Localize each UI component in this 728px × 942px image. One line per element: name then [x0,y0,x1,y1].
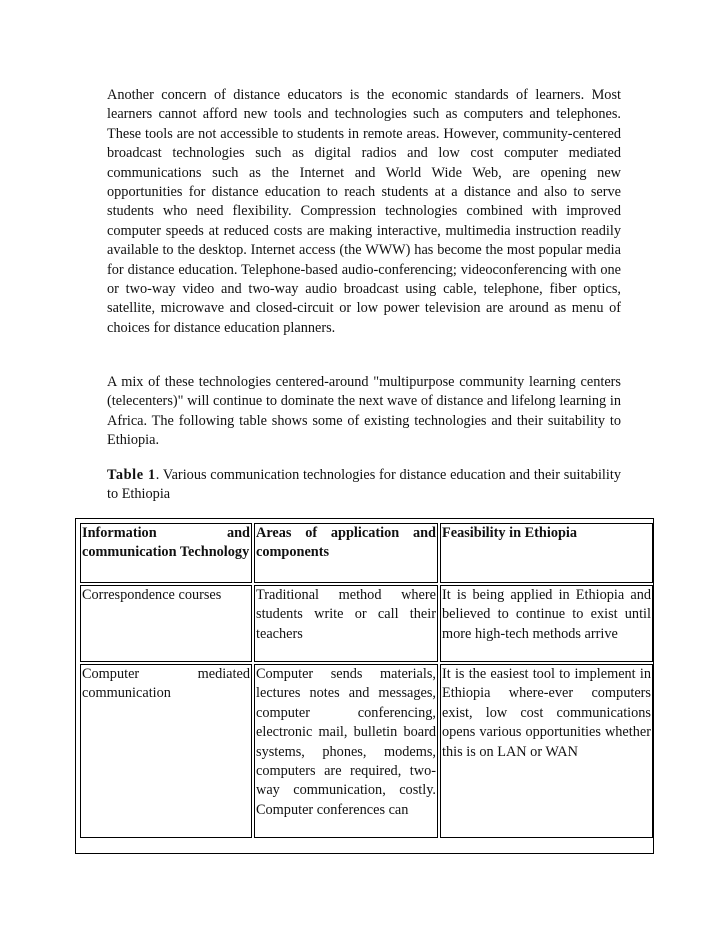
cell-technology: Correspondence courses [80,585,252,662]
cell-application: Computer sends materials, lectures notes and messages, computer conferencing, electronic mail, bulletin board systems, phones, modems, computers are required, two-way communication, costly. Computer conferences can [254,664,438,838]
paragraph-technology-mix: A mix of these technologies centered-around "multipurpose community learning centers (telecenters)" will continue to dominate the next wave of distance and lifelong learning in Africa. The following table shows some of existing technologies and their suitability to Ethiopia. [107,374,621,449]
header-areas-of-application: Areas of application and components [254,523,438,583]
table-caption [107,466,621,505]
header-technology: Information and communication Technology [80,523,252,583]
table-row [80,664,653,838]
table-row [80,585,653,662]
table-caption-text: . Various communication technologies for distance education and their suitability to Ethiopia [107,467,621,503]
technologies-table [75,518,654,854]
paragraph-economic-standards: Another concern of distance educators is the economic standards of learners. Most learners cannot afford new tools and technologies such as computers and telephones. These tools are not accessible to students in remote areas. However, community-centered broadcast technologies such as digital radios and low cost computer mediated communications such as the Internet and World Wide Web, are opening new opportunities for distance education to reach students at a distance and also to serve students who need flexibility. Compression technologies combined with improved computer speeds at reduced costs are making interactive, multimedia instruction readily available to the desktop. Internet access (the WWW) has become the most popular media for distance education. Telephone-based audio-conferencing; videoconferencing with one or two-way video and two-way audio broadcast using cable, telephone, fiber optics, satellite, microwave and closed-circuit or low power television are around as menu of choices for distance education planners. [107,87,621,336]
table-header-row [80,523,653,583]
table-caption-label: Table 1 [107,467,156,483]
cell-application: Traditional method where students write or call their teachers [254,585,438,662]
cell-feasibility: It is being applied in Ethiopia and believed to continue to exist until more high-tech methods arrive [440,585,653,662]
cell-feasibility: It is the easiest tool to implement in Ethiopia where-ever computers exist, low cost communications opens various opportunities whether this is on LAN or WAN [440,664,653,838]
header-feasibility: Feasibility in Ethiopia [440,523,653,583]
cell-technology: Computer mediated communication [80,664,252,838]
